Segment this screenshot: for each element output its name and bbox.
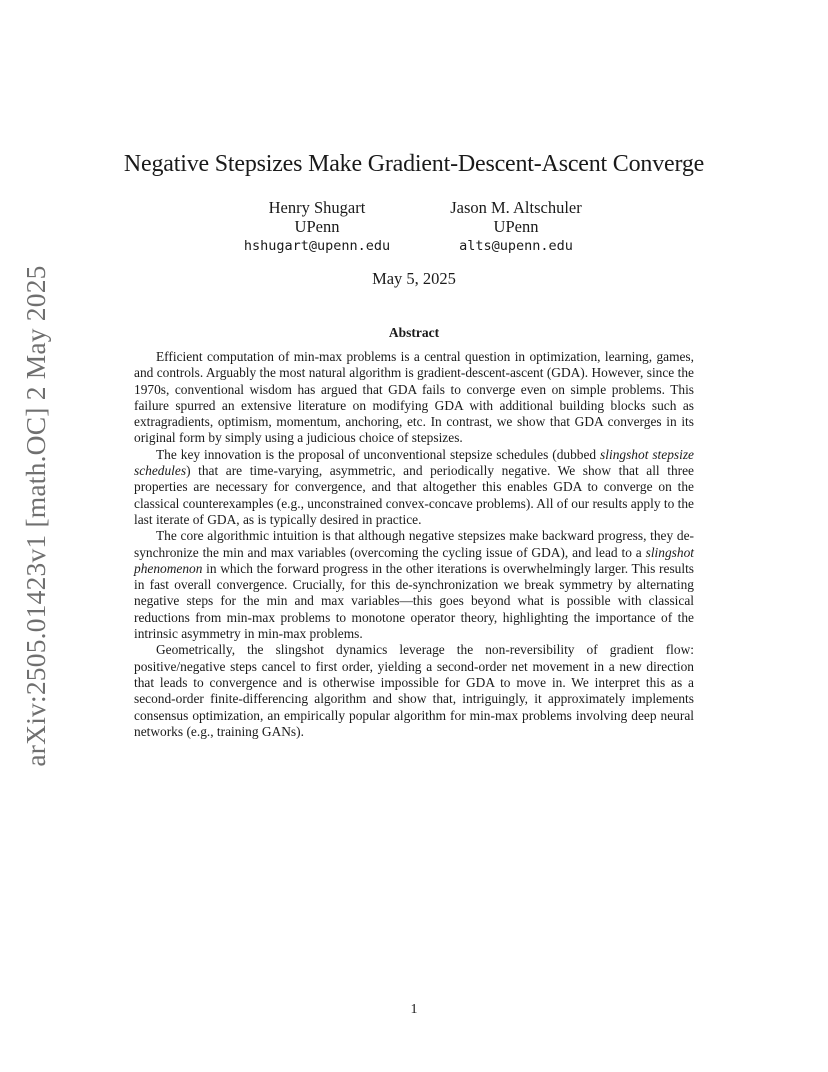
author-name: Jason M. Altschuler (450, 198, 582, 217)
author-affiliation: UPenn (493, 217, 539, 236)
author-name: Henry Shugart (268, 198, 366, 217)
arxiv-identifier-stamp: arXiv:2505.01423v1 [math.OC] 2 May 2025 (20, 265, 51, 767)
emphasized-term: slingshot phenomenon (134, 544, 694, 576)
abstract-heading: Abstract (388, 325, 440, 340)
author-block (416, 198, 616, 256)
author-block (217, 198, 417, 256)
author-email[interactable]: hshugart@upenn.edu (243, 238, 391, 254)
publication-date: May 5, 2025 (372, 269, 456, 288)
paragraph-text: in which the forward progress in the other iterations is overwhelmingly larger. This results in fast overall convergence. Crucially, for this de-synchronization we break symmetry by alternating negative steps for the min and max variables—this goes beyond what is possible with classical reductions from min-max problems to monotone operator theory, highlighting the importance of the intrinsic asymmetry in min-max problems. (134, 560, 694, 642)
author-affiliation: UPenn (294, 217, 340, 236)
paper-title: Negative Stepsizes Make Gradient-Descent-Ascent Converge (123, 151, 705, 177)
emphasized-term: slingshot stepsize schedules (134, 446, 694, 479)
page-number: 1 (410, 1002, 418, 1017)
abstract-paragraph-3 (134, 528, 694, 642)
paragraph-text: The core algorithmic intuition is that although negative stepsizes make backward progress, they de-synchronize the min and max variables (overcoming the cycling issue of GDA), and lead to a (134, 528, 694, 560)
abstract-paragraph-2 (134, 447, 694, 528)
paragraph-text: The key innovation is the proposal of unconventional stepsize schedules (dubbed (156, 446, 601, 462)
author-email[interactable]: alts@upenn.edu (459, 238, 573, 254)
paragraph-text: ) that are time-varying, asymmetric, and periodically negative. We show that all three properties are necessary for convergence, and that altogether this enables GDA to converge on the classical counterexamples (e.g., unconstrained convex-concave problems). All of our results apply to the last iterate of GDA, as is typically desired in practice. (134, 463, 694, 527)
abstract-paragraph-4: Geometrically, the slingshot dynamics leverage the non-reversibility of gradient flow: positive/negative steps cancel to first order, yielding a second-order net movement in a new direction that leads to convergence and is otherwise impossible for GDA to move in. We interpret this as a second-order finite-differencing algorithm and show that, intriguingly, it approximately implements consensus optimization, an empirically popular algorithm for min-max problems involving deep neural networks (e.g., training GANs). (134, 642, 694, 739)
abstract-body (134, 349, 694, 740)
abstract-paragraph-1: Efficient computation of min-max problems is a central question in optimization, learning, games, and controls. Arguably the most natural algorithm is gradient-descent-ascent (GDA). However, since the 1970s, conventional wisdom has argued that GDA fails to converge even on simple problems. This failure spurred an extensive literature on modifying GDA with additional building blocks such as extragradients, optimism, momentum, anchoring, etc. In contrast, we show that GDA converges in its original form by simply using a judicious choice of stepsizes. (134, 349, 694, 446)
